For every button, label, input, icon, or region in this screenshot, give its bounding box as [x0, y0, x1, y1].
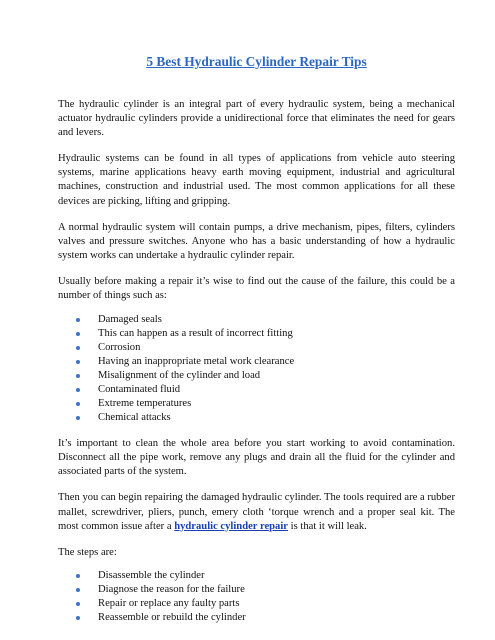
list-item: [58, 313, 455, 327]
bullet-icon: [76, 318, 80, 322]
list-item-text: Reassemble or rebuild the cylinder: [98, 611, 246, 623]
bullet-icon: [76, 602, 80, 606]
list-item-text: Contaminated fluid: [98, 384, 181, 396]
list-item: [58, 355, 455, 369]
list-item-text: Diagnose the reason for the failure: [98, 583, 245, 595]
bullet-icon: [76, 402, 80, 406]
list-item-text: Damaged seals: [98, 314, 162, 326]
bullet-icon: [76, 616, 80, 620]
bullet-icon: [76, 588, 80, 592]
list-item: [58, 341, 455, 355]
tools-text-before-link: Then you can begin repairing the damaged hydraulic cylinder. The tools required are a rubber mallet, screwdriver, pliers, punch, emery cloth ‘torque wrench and a proper seal kit. The most common issue after a: [58, 492, 455, 532]
list-item-text: Disassemble the cylinder: [98, 569, 205, 581]
list-item-text: Extreme temperatures: [98, 398, 192, 410]
bullet-icon: [76, 360, 80, 364]
bullet-icon: [76, 574, 80, 578]
list-item: [58, 369, 455, 383]
components-paragraph: A normal hydraulic system will contain pumps, a drive mechanism, pipes, filters, cylinders valves and pressure switches. Anyone who has a basic understanding of how a hydraulic system works can undertake a hydraulic cylinder repair.: [58, 221, 455, 261]
bullet-icon: [76, 346, 80, 350]
list-item-text: Chemical attacks: [98, 412, 171, 424]
tools-paragraph: [58, 491, 455, 533]
bullet-icon: [76, 374, 80, 378]
list-item: [58, 383, 455, 397]
intro-paragraph: The hydraulic cylinder is an integral part of every hydraulic system, being a mechanical actuator hydraulic cylinders provide a unidirectional force that eliminates the need for gears and levers.: [58, 99, 455, 139]
bullet-icon: [76, 332, 80, 336]
applications-paragraph: Hydraulic systems can be found in all types of applications from vehicle auto steering systems, marine applications heavy earth moving equipment, industrial and agricultural machines, construction and industrial used. The most common applications for all these devices are picking, lifting and gripping.: [58, 153, 455, 207]
cleaning-paragraph: It’s important to clean the whole area before you start working to avoid contamination. Disconnect all the pipe work, remove any plugs and drain all the fluid for the cylinder and associated parts of the system.: [58, 438, 455, 478]
list-item-text: This can happen as a result of incorrect fitting: [98, 328, 293, 340]
list-item: [58, 397, 455, 411]
bullet-icon: [76, 416, 80, 420]
document-title: 5 Best Hydraulic Cylinder Repair Tips: [146, 54, 367, 69]
list-item: [58, 597, 455, 611]
list-item-text: Corrosion: [98, 342, 141, 354]
list-item: [58, 583, 455, 597]
repair-steps-list: [58, 569, 455, 625]
list-item: [58, 327, 455, 341]
tools-text-after-link: is that it will leak.: [288, 520, 367, 532]
list-item-text: Misalignment of the cylinder and load: [98, 370, 261, 382]
failure-intro-paragraph: Usually before making a repair it’s wise to find out the cause of the failure, this could be a number of things such as:: [58, 275, 455, 302]
list-item-text: Having an inappropriate metal work clearance: [98, 356, 295, 368]
list-item-text: Repair or replace any faulty parts: [98, 597, 240, 609]
bullet-icon: [76, 388, 80, 392]
list-item: [58, 611, 455, 625]
list-item: [58, 569, 455, 583]
failure-causes-list: [58, 313, 455, 425]
steps-heading: The steps are:: [58, 546, 117, 558]
hydraulic-cylinder-repair-link[interactable]: hydraulic cylinder repair: [174, 520, 289, 532]
list-item: [58, 411, 455, 425]
